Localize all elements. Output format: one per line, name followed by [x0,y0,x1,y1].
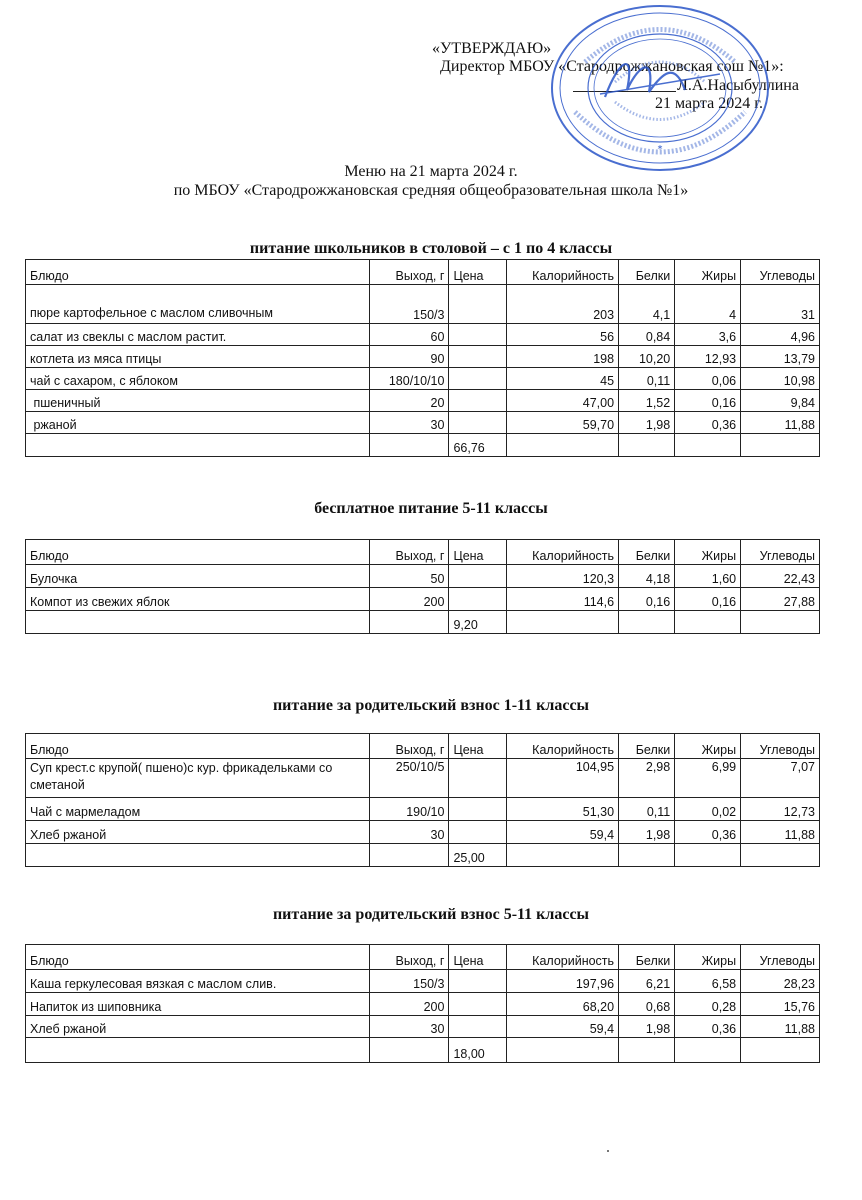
dish-protein: 0,68 [619,993,675,1016]
dish-protein: 1,52 [619,390,675,412]
dish-price [449,368,506,390]
total-price: 18,00 [449,1038,506,1063]
table-row [26,390,820,412]
dish-carbs: 7,07 [741,759,820,798]
menu-subtitle: по МБОУ «Стародрожжановская средняя общеобразовательная школа №1» [173,182,689,199]
dish-protein: 1,98 [619,821,675,844]
dish-yield: 30 [369,412,449,434]
column-header: Калорийность [506,260,618,285]
column-header: Белки [619,260,675,285]
total-price: 25,00 [449,844,506,867]
dish-price [449,285,506,324]
dish-fat: 4 [675,285,741,324]
scan-speck [607,1150,609,1152]
total-price: 66,76 [449,434,506,457]
column-header: Цена [449,734,506,759]
dish-yield: 190/10 [369,798,449,821]
dish-protein: 10,20 [619,346,675,368]
dish-carbs: 28,23 [741,970,820,993]
table-row [26,759,820,798]
dish-price [449,970,506,993]
column-header: Цена [449,540,506,565]
menu-table [25,733,820,867]
dish-kcal: 114,6 [506,588,618,611]
table-row [26,821,820,844]
approval-position: Директор МБОУ «Стародрожжановская сош №1»: [440,58,784,75]
dish-carbs: 11,88 [741,821,820,844]
dish-yield: 200 [369,588,449,611]
dish-carbs: 22,43 [741,565,820,588]
column-header: Белки [619,540,675,565]
total-row [26,611,820,634]
section-title: питание за родительский взнос 5-11 классы [272,906,590,923]
dish-kcal: 68,20 [506,993,618,1016]
section-title: бесплатное питание 5-11 классы [314,500,548,517]
dish-name: ржаной [26,412,370,434]
dish-yield: 90 [369,346,449,368]
dish-yield: 60 [369,324,449,346]
dish-protein: 0,11 [619,368,675,390]
column-header: Выход, г [369,540,449,565]
section-title: питание за родительский взнос 1-11 классы [272,697,590,714]
dish-fat: 6,58 [675,970,741,993]
table-row [26,970,820,993]
menu-table [25,259,820,457]
dish-yield: 30 [369,1016,449,1038]
column-header: Выход, г [369,734,449,759]
total-row [26,1038,820,1063]
dish-price [449,346,506,368]
dish-yield: 30 [369,821,449,844]
dish-name: Хлеб ржаной [26,821,370,844]
column-header: Углеводы [741,540,820,565]
dish-fat: 1,60 [675,565,741,588]
column-header: Белки [619,945,675,970]
table-header-row [26,945,820,970]
menu-table [25,539,820,634]
dish-kcal: 47,00 [506,390,618,412]
dish-kcal: 59,70 [506,412,618,434]
column-header: Белки [619,734,675,759]
dish-carbs: 4,96 [741,324,820,346]
dish-fat: 0,16 [675,588,741,611]
dish-price [449,821,506,844]
column-header: Блюдо [26,540,370,565]
column-header: Выход, г [369,260,449,285]
dish-name: Напиток из шиповника [26,993,370,1016]
dish-kcal: 59,4 [506,821,618,844]
column-header: Калорийность [506,734,618,759]
dish-name: котлета из мяса птицы [26,346,370,368]
dish-fat: 0,36 [675,821,741,844]
dish-fat: 0,36 [675,1016,741,1038]
dish-kcal: 197,96 [506,970,618,993]
dish-price [449,412,506,434]
total-row [26,844,820,867]
table-header-row [26,260,820,285]
dish-name: чай с сахаром, с яблоком [26,368,370,390]
column-header: Выход, г [369,945,449,970]
column-header: Углеводы [741,734,820,759]
dish-name: Каша геркулесовая вязкая с маслом слив. [26,970,370,993]
dish-price [449,324,506,346]
dish-kcal: 104,95 [506,759,618,798]
table-header-row [26,734,820,759]
dish-fat: 0,06 [675,368,741,390]
dish-yield: 200 [369,993,449,1016]
table-row [26,993,820,1016]
column-header: Блюдо [26,260,370,285]
table-row [26,346,820,368]
dish-fat: 3,6 [675,324,741,346]
dish-fat: 6,99 [675,759,741,798]
column-header: Блюдо [26,945,370,970]
dish-yield: 250/10/5 [369,759,449,798]
dish-carbs: 13,79 [741,346,820,368]
dish-price [449,390,506,412]
dish-protein: 1,98 [619,1016,675,1038]
dish-fat: 0,02 [675,798,741,821]
table-row [26,368,820,390]
dish-kcal: 51,30 [506,798,618,821]
column-header: Жиры [675,734,741,759]
dish-carbs: 10,98 [741,368,820,390]
dish-fat: 12,93 [675,346,741,368]
dish-protein: 4,1 [619,285,675,324]
dish-name: Компот из свежих яблок [26,588,370,611]
approval-date: 21 марта 2024 г. [655,95,763,112]
dish-fat: 0,36 [675,412,741,434]
table-row [26,588,820,611]
menu-title: Меню на 21 марта 2024 г. [344,163,518,180]
dish-name: салат из свеклы с маслом растит. [26,324,370,346]
dish-price [449,1016,506,1038]
dish-protein: 6,21 [619,970,675,993]
dish-carbs: 11,88 [741,1016,820,1038]
dish-carbs: 27,88 [741,588,820,611]
approval-signatory: Л.А.Насыбуллина [677,77,799,94]
dish-protein: 4,18 [619,565,675,588]
dish-yield: 180/10/10 [369,368,449,390]
dish-name: Суп крест.с крупой( пшено)с кур. фрикадельками со сметаной [26,759,370,798]
dish-protein: 0,84 [619,324,675,346]
column-header: Углеводы [741,945,820,970]
table-row [26,798,820,821]
dish-fat: 0,28 [675,993,741,1016]
dish-fat: 0,16 [675,390,741,412]
dish-price [449,588,506,611]
dish-kcal: 203 [506,285,618,324]
svg-text:*: * [657,144,663,155]
dish-price [449,565,506,588]
dish-protein: 2,98 [619,759,675,798]
approval-heading: «УТВЕРЖДАЮ» [432,40,552,57]
column-header: Блюдо [26,734,370,759]
menu-table [25,944,820,1063]
dish-yield: 20 [369,390,449,412]
column-header: Жиры [675,540,741,565]
dish-protein: 1,98 [619,412,675,434]
dish-carbs: 9,84 [741,390,820,412]
column-header: Углеводы [741,260,820,285]
dish-kcal: 120,3 [506,565,618,588]
dish-name: Хлеб ржаной [26,1016,370,1038]
dish-price [449,993,506,1016]
dish-yield: 150/3 [369,285,449,324]
column-header: Калорийность [506,945,618,970]
dish-yield: 150/3 [369,970,449,993]
table-row [26,565,820,588]
dish-name: Булочка [26,565,370,588]
dish-kcal: 198 [506,346,618,368]
column-header: Цена [449,260,506,285]
dish-yield: 50 [369,565,449,588]
dish-carbs: 31 [741,285,820,324]
signature-line [573,91,676,92]
table-row [26,412,820,434]
table-row [26,285,820,324]
table-row [26,324,820,346]
dish-price [449,798,506,821]
dish-protein: 0,11 [619,798,675,821]
dish-protein: 0,16 [619,588,675,611]
total-price: 9,20 [449,611,506,634]
table-row [26,1016,820,1038]
column-header: Калорийность [506,540,618,565]
dish-name: Чай с мармеладом [26,798,370,821]
dish-carbs: 12,73 [741,798,820,821]
dish-price [449,759,506,798]
dish-kcal: 45 [506,368,618,390]
dish-carbs: 11,88 [741,412,820,434]
dish-name: пшеничный [26,390,370,412]
dish-carbs: 15,76 [741,993,820,1016]
dish-kcal: 59,4 [506,1016,618,1038]
column-header: Жиры [675,260,741,285]
dish-name: пюре картофельное с маслом сливочным [26,285,370,324]
table-header-row [26,540,820,565]
column-header: Цена [449,945,506,970]
total-row [26,434,820,457]
dish-kcal: 56 [506,324,618,346]
section-title: питание школьников в столовой – с 1 по 4 классы [249,240,613,257]
column-header: Жиры [675,945,741,970]
